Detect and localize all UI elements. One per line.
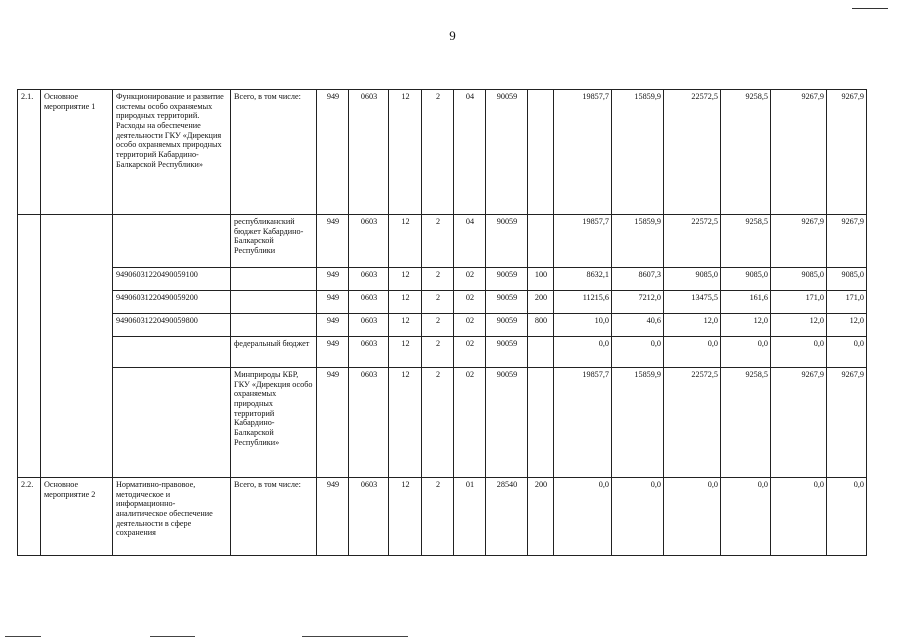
cell-v6: 9267,9 <box>827 90 867 215</box>
cell-budget-code: 94906031220490059100 <box>113 268 231 291</box>
cell-v2: 8607,3 <box>612 268 664 291</box>
cell-grbs: 949 <box>317 291 349 314</box>
cell-pgp: 2 <box>422 90 454 215</box>
table-row <box>18 291 867 314</box>
cell-budget-code: 94906031220490059800 <box>113 314 231 337</box>
cell-grbs: 949 <box>317 268 349 291</box>
cell-v3: 22572,5 <box>664 368 721 478</box>
cell-om: 02 <box>454 368 486 478</box>
cell-vr: 800 <box>528 314 554 337</box>
cell-v4: 9258,5 <box>721 368 771 478</box>
bottom-mark-3 <box>302 636 408 637</box>
cell-v6: 0,0 <box>827 478 867 556</box>
cell-gp: 12 <box>389 478 422 556</box>
cell-source <box>231 314 317 337</box>
cell-v2: 0,0 <box>612 337 664 368</box>
cell-grbs: 949 <box>317 215 349 268</box>
table-row <box>18 478 867 556</box>
cell-grbs: 949 <box>317 478 349 556</box>
cell-v1: 0,0 <box>554 478 612 556</box>
cell-vr: 100 <box>528 268 554 291</box>
cell-ne: 90059 <box>486 268 528 291</box>
cell-gp: 12 <box>389 368 422 478</box>
cell-vr <box>528 337 554 368</box>
cell-rzpr: 0603 <box>349 478 389 556</box>
cell-v3: 0,0 <box>664 478 721 556</box>
cell-v6: 9085,0 <box>827 268 867 291</box>
cell-v4: 0,0 <box>721 337 771 368</box>
cell-v6: 171,0 <box>827 291 867 314</box>
cell-gp: 12 <box>389 215 422 268</box>
cell-v3: 13475,5 <box>664 291 721 314</box>
cell-v2: 15859,9 <box>612 215 664 268</box>
table-row <box>18 215 867 268</box>
cell-v3: 22572,5 <box>664 90 721 215</box>
cell-v4: 161,6 <box>721 291 771 314</box>
cell-om: 02 <box>454 314 486 337</box>
bottom-mark-2 <box>150 636 195 637</box>
cell-om: 02 <box>454 268 486 291</box>
cell-v3: 12,0 <box>664 314 721 337</box>
cell-v5: 9085,0 <box>771 268 827 291</box>
cell-status: Основное мероприятие 1 <box>41 90 113 215</box>
cell-pgp: 2 <box>422 478 454 556</box>
cell-v4: 12,0 <box>721 314 771 337</box>
cell-v4: 0,0 <box>721 478 771 556</box>
cell-rzpr: 0603 <box>349 314 389 337</box>
cell-pgp: 2 <box>422 268 454 291</box>
cell-ne: 90059 <box>486 90 528 215</box>
cell-gp: 12 <box>389 291 422 314</box>
cell-vr <box>528 368 554 478</box>
cell-name <box>113 337 231 368</box>
cell-v5: 9267,9 <box>771 90 827 215</box>
cell-v2: 7212,0 <box>612 291 664 314</box>
cell-om: 02 <box>454 337 486 368</box>
cell-ne: 90059 <box>486 314 528 337</box>
cell-gp: 12 <box>389 268 422 291</box>
cell-ne: 90059 <box>486 337 528 368</box>
cell-rzpr: 0603 <box>349 337 389 368</box>
cell-v3: 22572,5 <box>664 215 721 268</box>
cell-v6: 9267,9 <box>827 215 867 268</box>
table-row <box>18 314 867 337</box>
cell-ne: 90059 <box>486 368 528 478</box>
cell-v2: 15859,9 <box>612 368 664 478</box>
cell-grbs: 949 <box>317 337 349 368</box>
page-number: 9 <box>449 28 456 43</box>
cell-v5: 9267,9 <box>771 215 827 268</box>
cell-vr <box>528 90 554 215</box>
cell-v6: 0,0 <box>827 337 867 368</box>
cell-source: федеральный бюджет <box>231 337 317 368</box>
cell-om: 04 <box>454 90 486 215</box>
bottom-mark-1 <box>5 636 41 637</box>
cell-v1: 8632,1 <box>554 268 612 291</box>
cell-pgp: 2 <box>422 215 454 268</box>
cell-pgp: 2 <box>422 337 454 368</box>
cell-vr: 200 <box>528 478 554 556</box>
cell-source: Минприроды КБР, ГКУ «Дирекция особо охраняемых природных территорий Кабардино- Балкарской Республики» <box>231 368 317 478</box>
cell-v2: 40,6 <box>612 314 664 337</box>
cell-pgp: 2 <box>422 368 454 478</box>
cell-v3: 9085,0 <box>664 268 721 291</box>
cell-rzpr: 0603 <box>349 268 389 291</box>
cell-status <box>41 215 113 478</box>
cell-ne: 90059 <box>486 291 528 314</box>
cell-v6: 9267,9 <box>827 368 867 478</box>
cell-vr <box>528 215 554 268</box>
cell-name: Функционирование и развитие системы особо охраняемых природных территорий. Расходы на обеспечение деятельности ГКУ «Дирекция особо охраняемых природных территорий Кабардино-Балкарской Республики» <box>113 90 231 215</box>
cell-v5: 0,0 <box>771 478 827 556</box>
cell-om: 02 <box>454 291 486 314</box>
cell-number: 2.2. <box>18 478 41 556</box>
cell-grbs: 949 <box>317 368 349 478</box>
cell-v1: 19857,7 <box>554 90 612 215</box>
cell-rzpr: 0603 <box>349 215 389 268</box>
cell-number: 2.1. <box>18 90 41 215</box>
cell-v6: 12,0 <box>827 314 867 337</box>
cell-om: 04 <box>454 215 486 268</box>
cell-v1: 0,0 <box>554 337 612 368</box>
cell-v2: 0,0 <box>612 478 664 556</box>
cell-grbs: 949 <box>317 90 349 215</box>
cell-v4: 9258,5 <box>721 215 771 268</box>
cell-source: Всего, в том числе: <box>231 90 317 215</box>
cell-source: республиканский бюджет Кабардино- Балкарской Республики <box>231 215 317 268</box>
cell-v1: 19857,7 <box>554 368 612 478</box>
cell-source: Всего, в том числе: <box>231 478 317 556</box>
table-row <box>18 268 867 291</box>
cell-source <box>231 291 317 314</box>
cell-v5: 0,0 <box>771 337 827 368</box>
cell-pgp: 2 <box>422 314 454 337</box>
cell-v4: 9085,0 <box>721 268 771 291</box>
cell-vr: 200 <box>528 291 554 314</box>
cell-name: Нормативно-правовое, методическое и информационно- аналитическое обеспечение деятельности в сфере сохранения <box>113 478 231 556</box>
cell-ne: 90059 <box>486 215 528 268</box>
cell-v4: 9258,5 <box>721 90 771 215</box>
table-row <box>18 337 867 368</box>
top-rule <box>852 8 888 9</box>
cell-gp: 12 <box>389 337 422 368</box>
cell-gp: 12 <box>389 314 422 337</box>
cell-v5: 9267,9 <box>771 368 827 478</box>
cell-rzpr: 0603 <box>349 368 389 478</box>
cell-source <box>231 268 317 291</box>
cell-v3: 0,0 <box>664 337 721 368</box>
cell-om: 01 <box>454 478 486 556</box>
cell-budget-code: 94906031220490059200 <box>113 291 231 314</box>
cell-rzpr: 0603 <box>349 90 389 215</box>
cell-v5: 12,0 <box>771 314 827 337</box>
cell-number <box>18 215 41 478</box>
cell-v5: 171,0 <box>771 291 827 314</box>
budget-table <box>17 89 867 556</box>
cell-ne: 28540 <box>486 478 528 556</box>
cell-rzpr: 0603 <box>349 291 389 314</box>
cell-pgp: 2 <box>422 291 454 314</box>
cell-v2: 15859,9 <box>612 90 664 215</box>
cell-gp: 12 <box>389 90 422 215</box>
cell-v1: 11215,6 <box>554 291 612 314</box>
cell-grbs: 949 <box>317 314 349 337</box>
table-row <box>18 368 867 478</box>
cell-v1: 10,0 <box>554 314 612 337</box>
cell-name <box>113 215 231 268</box>
table-row <box>18 90 867 215</box>
cell-v1: 19857,7 <box>554 215 612 268</box>
cell-name <box>113 368 231 478</box>
cell-status: Основное мероприятие 2 <box>41 478 113 556</box>
